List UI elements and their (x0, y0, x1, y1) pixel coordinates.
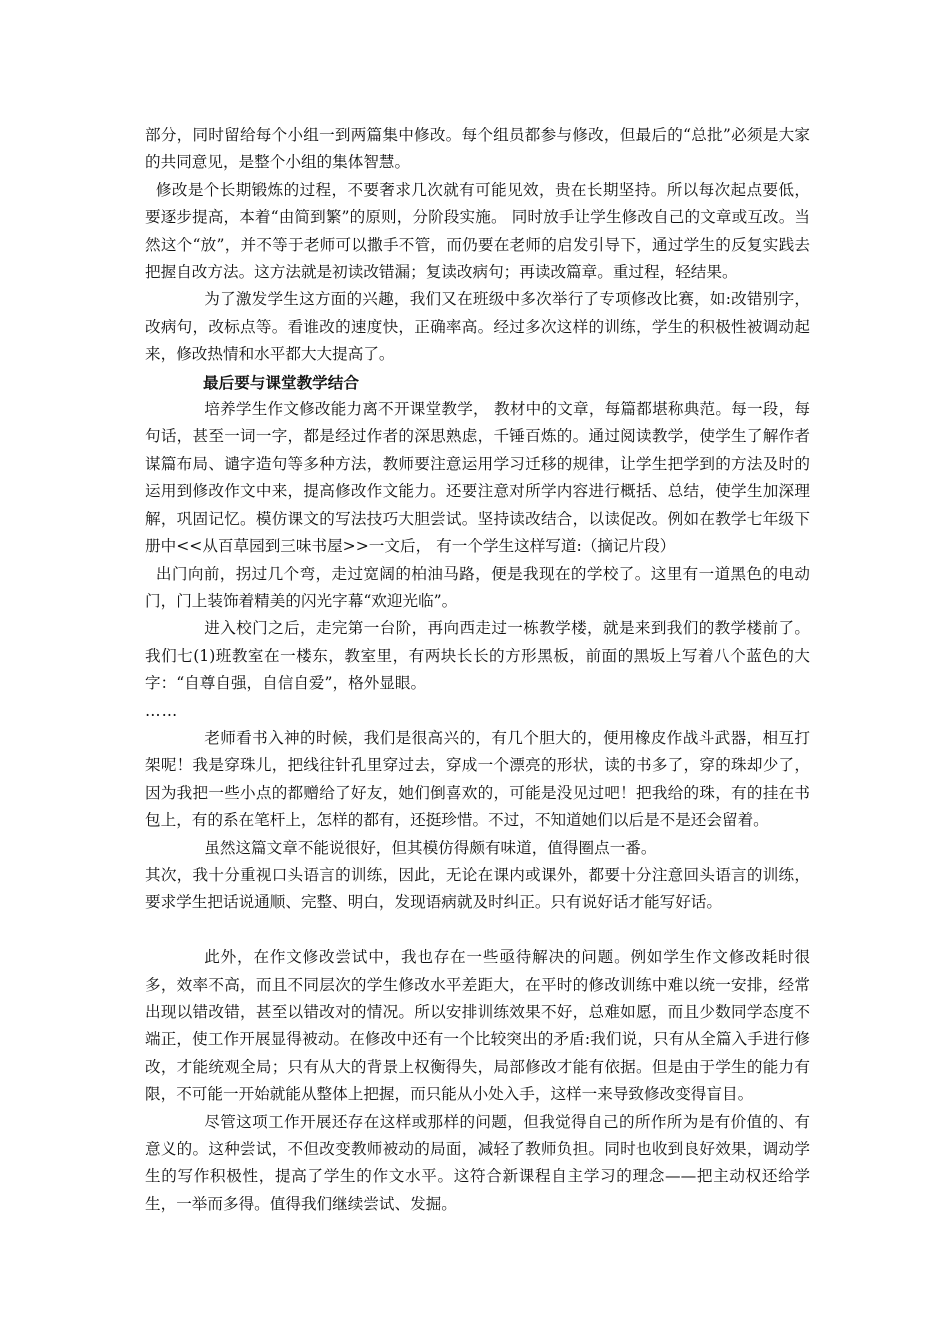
paragraph-problems: 此外，在作文修改尝试中，我也存在一些亟待解决的问题。例如学生作文修改耗时很多，效率不高，而且不同层次的学生修改水平差距大，在平时的修改训练中难以统一安排，经常出现以错改错，甚至以错改对的情况。所以安排训练效果不好，总难如愿，而且少数同学态度不端正，使工作开展显得被动。在修改中还有一个比较突出的矛盾:我们说，只有从全篇入手进行修改，才能统观全局；只有从大的背景上权衡得失，局部修改才能有依据。但是由于学生的能力有限，不可能一开始就能从整体上把握，而只能从小处入手，这样一来导致修改变得盲目。 (145, 948, 810, 1104)
paragraph-oral-language: 其次，我十分重视口头语言的训练，因此，无论在课内或课外，都要十分注意回头语言的训练，要求学生把话说通顺、完整、明白，发现语病就及时纠正。只有说好话才能写好话。 (145, 865, 810, 912)
paragraph-excerpt-gate: 出门向前，拐过几个弯，走过宽阔的柏油马路，便是我现在的学校了。这里有一道黑色的电动门，门上装饰着精美的闪光字幕“欢迎光临”。 (145, 564, 810, 610)
paragraph-excerpt-beads: 老师看书入神的时候，我们是很高兴的，有几个胆大的，便用橡皮作战斗武器，相互打架呢！我是穿珠儿，把线往针孔里穿过去，穿成一个漂亮的形状，读的书多了，穿的珠却少了，因为我把一些小点的都赠给了好友，她们倒喜欢的，可能是没见过吧！把我给的珠，有的挂在书包上，有的系在笔杆上，怎样的都有，还挺珍惜。不过，不知道她们以后是不是还会留着。 (145, 728, 810, 830)
paragraph-revision-contest: 为了激发学生这方面的兴趣，我们又在班级中多次举行了专项修改比赛，如:改错别字，改病句，改标点等。看谁改的速度快，正确率高。经过多次这样的训练，学生的积极性被调动起来，修改热情和水平都大大提高了。 (145, 290, 810, 364)
paragraph-comment: 虽然这篇文章不能说很好，但其模仿得颇有味道，值得圈点一番。 (204, 838, 657, 857)
blank-line (145, 917, 810, 944)
document-body (145, 122, 810, 1218)
paragraph-long-term-practice: 修改是个长期锻炼的过程，不要奢求几次就有可能见效，贵在长期坚持。所以每次起点要低，要逐步提高，本着“由简到繁”的原则，分阶段实施。 同时放手让学生修改自己的文章或互改。当然这个“放”，并不等于老师可以撒手不管，而仍要在老师的启发引导下，通过学生的反复实践去把握自改方法。这方法就是初读改错漏；复读改病句；再读改篇章。重过程，轻结果。 (145, 180, 810, 282)
section-heading: 最后要与课堂教学结合 (203, 372, 359, 392)
paragraph-classroom-teaching: 培养学生作文修改能力离不开课堂教学， 教材中的文章，每篇都堪称典范。每一段，每句话，甚至一词一字，都是经过作者的深思熟虑，千锤百炼的。通过阅读教学，使学生了解作者谋篇布局、谴字造句等多种方法，教师要注意运用学习迁移的规律，让学生把学到的方法及时的运用到修改作文中来，提高修改作文能力。还要注意对所学内容进行概括、总结，使学生加深理解，巩固记忆。模仿课文的写法技巧大胆尝试。坚持读改结合，以读促改。例如在教学七年级下册中<<从百草园到三味书屋>>一文后， 有一个学生这样写道:（摘记片段） (145, 400, 810, 556)
ellipsis-mark: …… (145, 701, 179, 720)
paragraph-group-revision: 部分，同时留给每个小组一到两篇集中修改。每个组员都参与修改，但最后的“总批”必须是大家的共同意见，是整个小组的集体智慧。 (145, 126, 810, 172)
paragraph-excerpt-classroom: 进入校门之后，走完第一台阶，再向西走过一栋教学楼，就是来到我们的教学楼前了。我们七(1)班教室在一楼东，教室里，有两块长长的方形黑板，前面的黑坂上写着八个蓝色的大字：“自尊自强，自信自爱”，格外显眼。 (145, 619, 810, 693)
paragraph-conclusion: 尽管这项工作开展还存在这样或那样的问题，但我觉得自己的所作所为是有价值的、有意义的。这种尝试，不但改变教师被动的局面，减轻了教师负担。同时也收到良好效果，调动学生的写作积极性，提高了学生的作文水平。这符合新课程自主学习的理念——把主动权还给学生，一举而多得。值得我们继续尝试、发掘。 (145, 1112, 810, 1213)
